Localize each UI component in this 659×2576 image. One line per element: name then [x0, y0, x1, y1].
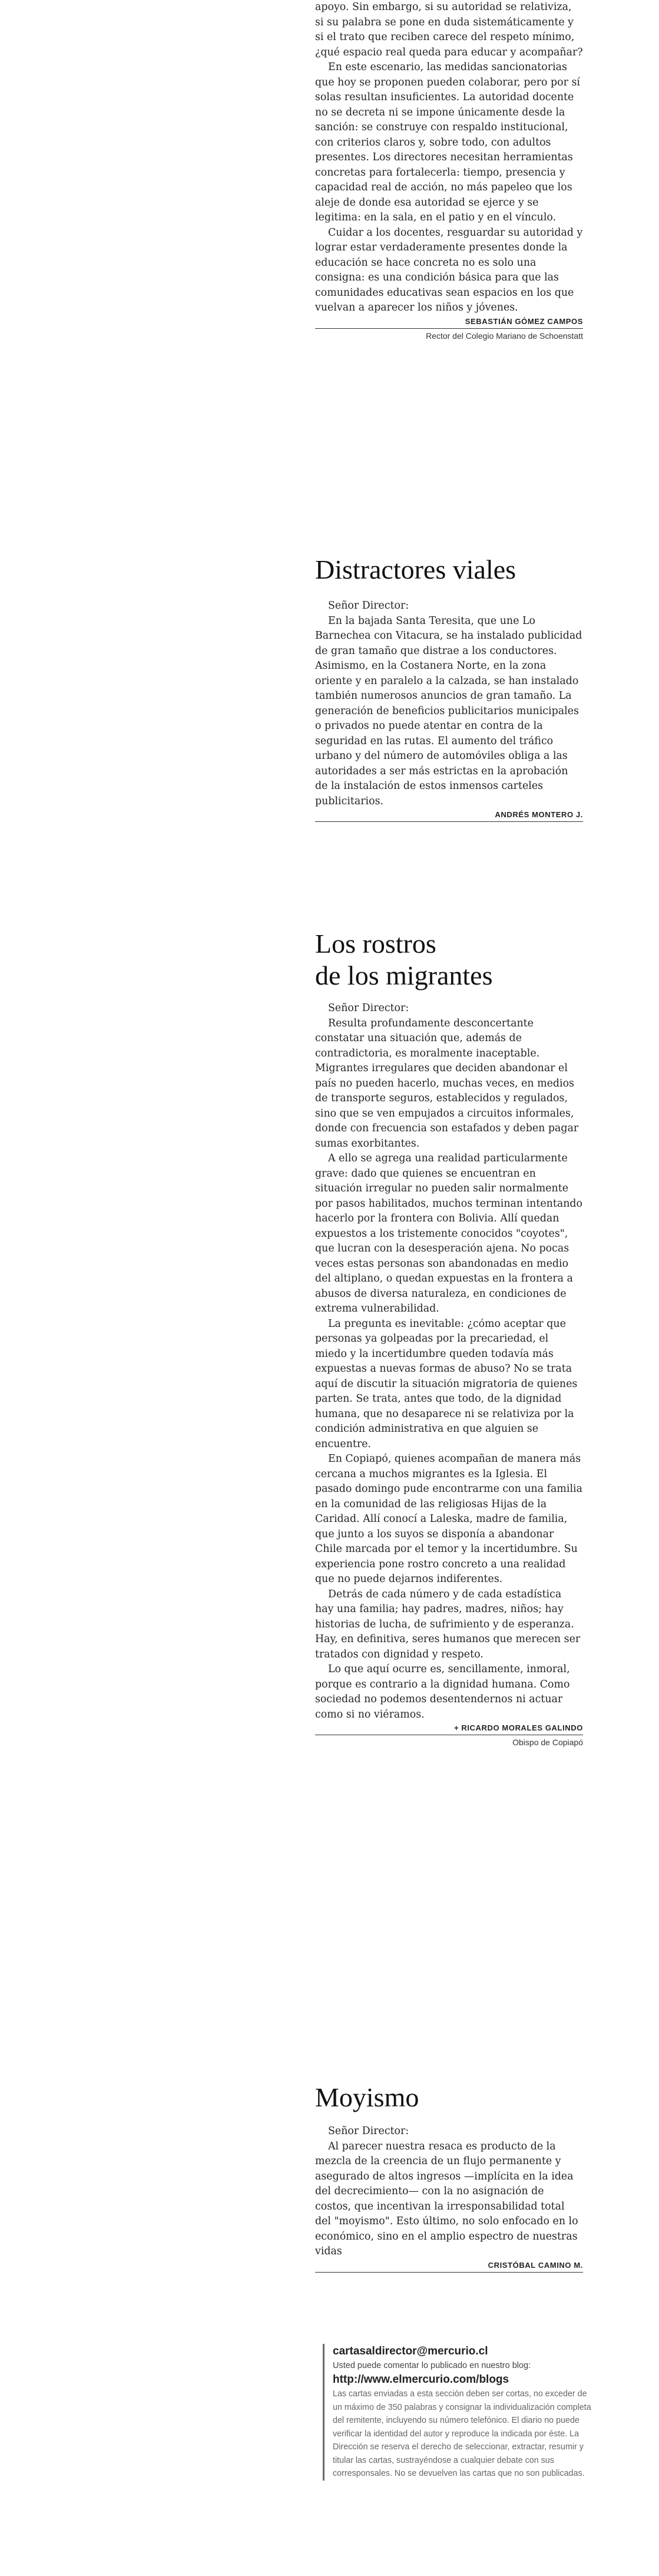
contact-email-link[interactable]: cartasaldirector@mercurio.cl	[333, 2345, 488, 2357]
letter3-title	[315, 928, 583, 992]
letter-migrantes	[315, 928, 583, 1749]
blog-comment-text: Usted puede comentar lo publicado en nuestro blog:	[333, 2361, 531, 2370]
letter1-paragraph: En este escenario, las medidas sancionatorias que hoy se proponen pueden colaborar, pero por sí solas resultan insuficientes. La autoridad docente no se decreta ni se impone únicamente desde la sanción: se construye con respaldo institucional, con criterios claros y, sobre todo, con adultos presentes. Los directores necesitan herramientas concretas para fortalecerla: tiempo, presencia y capacidad real de acción, no más papeleo que los aleje de donde esa autoridad se ejerce y se legitima: en la sala, en el patio y en el vínculo.	[315, 61, 580, 223]
letter3-paragraph: Resulta profundamente desconcertante constatar una situación que, además de contradictoria, es moralmente inaceptable. Migrantes irregulares que deciden abandonar el país no pueden hacerlo, muchas veces, en medios de transporte seguros, establecidos y regulados, sino que se ven empujados a circuitos informales, donde con frecuencia son estafados y deben pagar sumas exorbitantes.	[315, 1017, 579, 1150]
letter2-paragraph: En la bajada Santa Teresita, que une Lo Barnechea con Vitacura, se ha instalado publicidad de gran tamaño que distrae a los conductores. Asimismo, en la Costanera Norte, en la zona oriente y en paralelo a la calzada, se han instalado también numerosos anuncios de gran tamaño. La generación de beneficios publicitarios municipales o privados no puede atentar en contra de la seguridad en las rutas. El aumento del tráfico urbano y del número de automóviles obliga a las autoridades a ser más estrictas en la aprobación de la instalación de estos inmensos carteles publicitarios.	[315, 615, 582, 807]
letter3-title-line2: de los migrantes	[315, 960, 493, 990]
letter3-paragraph: A ello se agrega una realidad particularmente grave: dado que quienes se encuentran en situación irregular no pueden salir normalmente por pasos habilitados, muchos terminan intentando hacerlo por la frontera con Bolivia. Allí quedan expuestos a los tristemente conocidos "coyotes", que lucran con la desesperación ajena. No pocas veces estas personas son abandonadas en medio del altiplano, o quedan expuestas en la frontera a abusos de diversa naturaleza, en condiciones de extrema vulnerabilidad.	[315, 1152, 583, 1315]
letter-moyismo	[315, 2082, 583, 2273]
letter1-paragraph: apoyo. Sin embargo, si su autoridad se relativiza, si su palabra se pone en duda sistemáticamente y si el trato que reciben carece del respeto mínimo, ¿qué espacio real queda para educar y acompañar?	[315, 1, 583, 58]
letter3-paragraph: La pregunta es inevitable: ¿cómo aceptar que personas ya golpeadas por la precariedad, el miedo y la incertidumbre queden todavía más expuestas a nuevas formas de abuso? No se trata aquí de discutir la situación migratoria de quienes parten. Se trata, antes que todo, de la dignidad humana, que no desaparece ni se relativiza por la condición administrativa en que alguien se encuentre.	[315, 1317, 578, 1450]
letter2-signature: ANDRÉS MONTERO J.	[315, 809, 583, 822]
letter3-paragraph: Detrás de cada número y de cada estadística hay una familia; hay padres, madres, niños; hay historias de lucha, de sufrimiento y de esperanza. Hay, en definitiva, seres humanos que merecen ser tratados con dignidad y respeto.	[315, 1588, 581, 1660]
letter3-role: Obispo de Copiapó	[512, 1738, 583, 1747]
letter4-paragraph: Al parecer nuestra resaca es producto de la mezcla de la creencia de un flujo permanente y asegurado de altos ingresos —implícita en la idea del decrecimiento— con la no asignación de costos, que incentivan la irresponsabilidad total del "moyismo". Esto último, no solo enfocado en lo económico, sino en el amplio espectro de nuestras vidas	[315, 2140, 578, 2257]
letter2-greeting: Señor Director:	[328, 600, 409, 612]
blog-url-link[interactable]: http://www.elmercurio.com/blogs	[333, 2373, 509, 2386]
letter3-paragraph: Lo que aquí ocurre es, sencillamente, inmoral, porque es contrario a la dignidad humana. Como sociedad no podemos desentendernos ni actuar como si no viéramos.	[315, 1663, 570, 1720]
letter4-title: Moyismo	[315, 2082, 419, 2112]
letters-info-box	[323, 2344, 592, 2481]
letter1-paragraph: Cuidar a los docentes, resguardar su autoridad y lograr estar verdaderamente presentes donde la educación se hace concreta no es solo una consigna: es una condición básica para que las comunidades educativas sean espacios en los que vuelvan a aparecer los niños y jóvenes.	[315, 226, 583, 313]
letter3-title-line1: Los rostros	[315, 929, 436, 959]
letter3-paragraph: En Copiapó, quienes acompañan de manera más cercana a muchos migrantes es la Iglesia. El pasado domingo pude encontrarme con una familia en la comunidad de las religiosas Hijas de la Caridad. Allí conocí a Laleska, madre de familia, que junto a los suyos se disponía a abandonar Chile marcada por el temor y la incertidumbre. Su experiencia pone rostro concreto a una realidad que no puede dejarnos indiferentes.	[315, 1453, 582, 1585]
letter4-greeting: Señor Director:	[328, 2125, 409, 2137]
letter-continuation	[315, 0, 583, 343]
letter1-signature: SEBASTIÁN GÓMEZ CAMPOS	[315, 316, 583, 329]
letter1-role: Rector del Colegio Mariano de Schoenstatt	[426, 331, 583, 341]
letter2-title: Distractores viales	[315, 554, 516, 584]
letters-disclaimer: Las cartas enviadas a esta sección deben ser cortas, no exceder de un máximo de 350 palabras y consignar la individualización completa del remitente, incluyendo su número telefónico. El diario no puede verificar la identidad del autor y reproduce la indicada por éste. La Dirección se reserva el derecho de seleccionar, extractar, resumir y titular las cartas, sustrayéndose a cualquier debate con sus corresponsales. No se devuelven las cartas que no son publicadas.	[333, 2389, 591, 2478]
letter3-signature: + RICARDO MORALES GALINDO	[315, 1722, 583, 1735]
letter-distractores	[315, 554, 583, 822]
letter3-greeting: Señor Director:	[328, 1002, 409, 1014]
letter4-signature: CRISTÓBAL CAMINO M.	[315, 2260, 583, 2273]
